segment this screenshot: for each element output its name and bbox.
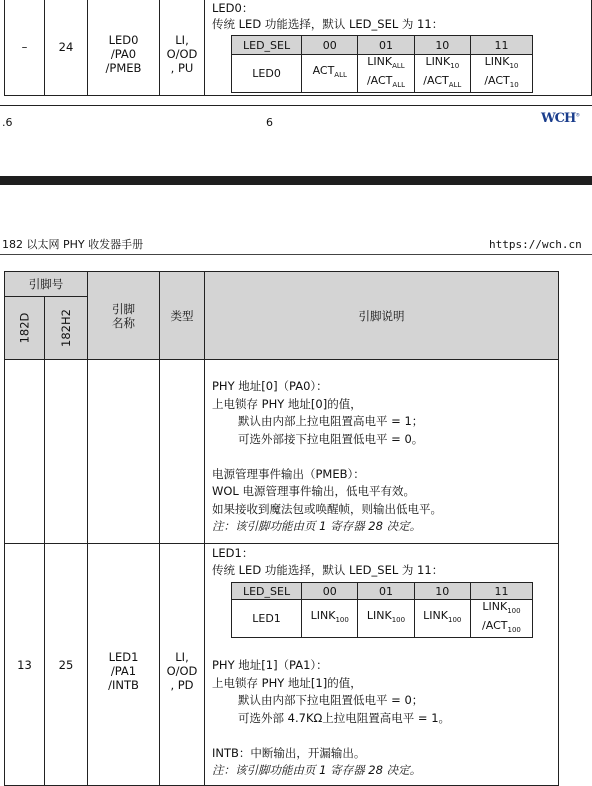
pin-type-line: O/OD xyxy=(166,663,198,678)
row2-description xyxy=(204,543,559,786)
desc-line: 可选外部 4.7KΩ上拉电阻置高电平 = 1。 xyxy=(238,710,451,725)
led-sel-table xyxy=(231,35,533,93)
pin-182d-cell xyxy=(4,0,45,96)
col-182h2: 182H2 xyxy=(44,296,88,360)
led-sel-header: 01 xyxy=(358,583,414,600)
col-description: 引脚说明 xyxy=(204,271,559,360)
pin-desc-cell xyxy=(204,0,592,96)
pin-182d-value: – xyxy=(21,40,28,54)
row2-type xyxy=(159,543,205,786)
wch-logo: WCH® xyxy=(541,111,580,126)
row1-pin-name xyxy=(87,359,160,544)
led-sel-row-label: LED1 xyxy=(232,600,302,638)
col-182d: 182D xyxy=(4,296,45,360)
desc-line: PHY 地址[0]（PA0）： xyxy=(212,379,328,393)
desc-line: 默认由内部上拉电阻置高电平 = 1； xyxy=(238,414,424,428)
led-sel-header: 00 xyxy=(302,583,358,600)
led-sel-cell: $LINK_{10}$ $/ACT_{ALL}$ xyxy=(414,55,470,93)
led-sel-cell: $LINK_{ALL}$ $/ACT_{ALL}$ xyxy=(358,55,414,93)
desc-note: 注：该引脚功能由页 1 寄存器 28 决定。 xyxy=(212,519,422,533)
pin-name-line: LED1 xyxy=(108,649,139,664)
desc-line: PHY 地址[1]（PA1）： xyxy=(212,658,328,672)
led-sel-header: LED_SEL xyxy=(232,36,302,55)
pin-name-line: /PA0 xyxy=(110,47,137,61)
footer-rule xyxy=(0,105,592,106)
desc-title: LED1： xyxy=(212,546,254,560)
col-type: 类型 xyxy=(159,271,205,360)
row1-pin-182d xyxy=(4,359,45,544)
led-sel-cell: $ACT_{ALL}$ xyxy=(302,55,358,93)
led-sel-cell: $LINK_{100}$ xyxy=(414,600,470,638)
led-sel-row-label: LED0 xyxy=(232,55,302,93)
desc-line xyxy=(212,728,450,746)
manual-header-title: 182 以太网 PHY 收发器手册 xyxy=(2,238,144,251)
pin-type-cell xyxy=(159,0,205,96)
led-sel-header: 00 xyxy=(302,36,358,55)
led-sel-cell: $LINK_{100}$ $/ACT_{100}$ xyxy=(470,600,532,638)
led-sel-header: 11 xyxy=(470,36,532,55)
desc-line: 默认由内部下拉电阻置低电平 = 0； xyxy=(238,693,424,707)
desc-line: 上电锁存 PHY 地址[0]的值， xyxy=(212,396,362,411)
led-sel-header: 10 xyxy=(414,583,470,600)
row2-pin-182d: 13 xyxy=(4,543,45,786)
led-sel-header: 11 xyxy=(470,583,532,600)
desc-subtitle: 传统 LED 功能选择，默认 LED_SEL 为 11： xyxy=(212,563,444,577)
row2-pin-182h2: 25 xyxy=(44,543,88,786)
desc-note: 注：该引脚功能由页 1 寄存器 28 决定。 xyxy=(212,763,422,777)
led-sel-cell: $LINK_{100}$ xyxy=(358,600,414,638)
led-sel-header: LED_SEL xyxy=(232,583,302,600)
desc-line: 上电锁存 PHY 地址[1]的值， xyxy=(212,675,362,690)
footer-version: .6 xyxy=(2,116,13,129)
page-separator xyxy=(0,176,592,185)
row2-pin-name xyxy=(87,543,160,786)
row2-desc-body xyxy=(212,658,450,781)
led-sel-cell: $LINK_{10}$ $/ACT_{10}$ xyxy=(470,55,532,93)
pin-name-line: LED0 xyxy=(108,33,139,47)
desc-line: 如果接收到魔法包或唤醒帧，则输出低电平。 xyxy=(212,501,442,516)
desc-subtitle: 传统 LED 功能选择，默认 LED_SEL 为 11： xyxy=(212,17,444,31)
pin-type-line: O/OD xyxy=(166,47,198,61)
pin-name-line: /PA1 xyxy=(110,663,137,678)
led-sel-table xyxy=(231,582,533,638)
pin-type-line: LI, xyxy=(175,33,189,47)
desc-line: 电源管理事件输出（PMEB）： xyxy=(212,466,365,481)
footer-page-number: 6 xyxy=(266,116,273,129)
row1-description xyxy=(204,359,559,544)
desc-line: WOL 电源管理事件输出，低电平有效。 xyxy=(212,484,415,498)
pin-type-line: LI, xyxy=(175,649,189,664)
led-sel-cell: $LINK_{100}$ xyxy=(302,600,358,638)
row1-type xyxy=(159,359,205,544)
row1-pin-182h2 xyxy=(44,359,88,544)
led-sel-header: 10 xyxy=(414,36,470,55)
desc-title: LED0： xyxy=(212,1,254,15)
pin-182h2-value: 24 xyxy=(58,40,74,54)
header-rule xyxy=(0,254,592,255)
desc-line: 可选外部接下拉电阻置低电平 = 0。 xyxy=(238,431,424,446)
header-url[interactable]: https://wch.cn xyxy=(489,238,582,251)
led-sel-header: 01 xyxy=(358,36,414,55)
pin-name-line: /INTB xyxy=(108,677,139,692)
col-pin-name: 引脚 名称 xyxy=(87,271,160,360)
pin-type-line: , PU xyxy=(170,61,194,75)
desc-line xyxy=(212,449,558,467)
pin-name-line: /PMEB xyxy=(105,61,142,75)
pin-182h2-cell xyxy=(44,0,88,96)
pin-type-line: , PD xyxy=(170,677,194,692)
desc-line: INTB：中断输出，开漏输出。 xyxy=(212,745,366,760)
pin-name-cell xyxy=(87,0,160,96)
col-pin-number: 引脚号 xyxy=(4,271,88,297)
